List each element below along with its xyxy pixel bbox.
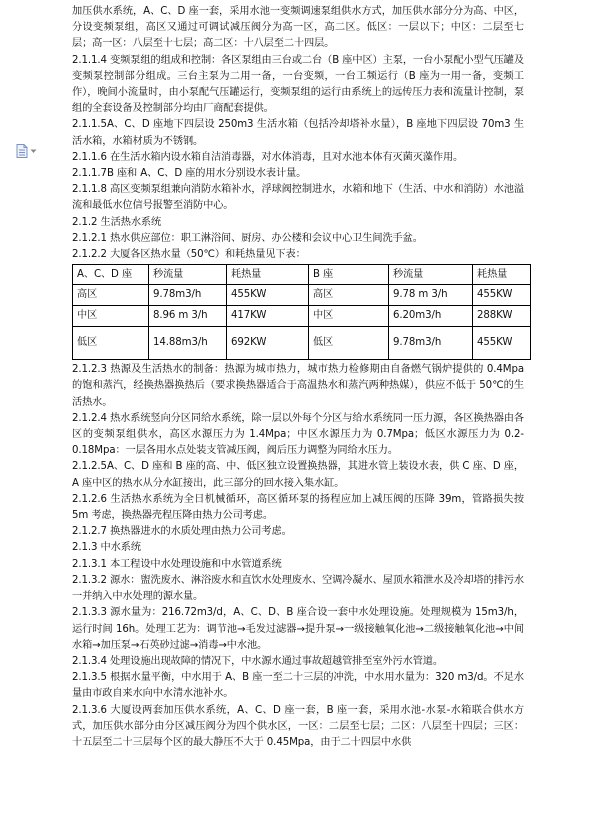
- table-cell: 耗热量: [227, 265, 309, 285]
- paragraph: 2.1.3.3 源水量为：216.72m3/d，A、C、D、B 座合设一套中水处理设施。处理规模为 15m3/h，运行时间 16h。处理工艺为：调节池→毛发过滤器→提升泵→一级接触氧化池→二级接触氧化池→中间水箱→加压泵→石英砂过滤→消毒→中水池。: [72, 607, 524, 651]
- document-margin-marker[interactable]: [16, 144, 46, 158]
- document-icon: [16, 144, 28, 158]
- paragraph: 2.1.2.3 热源及生活热水的制备：热源为城市热力，城市热力检修期由自备燃气锅炉提供的 0.4Mpa 的饱和蒸汽，经换热器换热后（要求换热器适合于高温热水和蒸汽两种热媒），供应不低于 50℃的生活热水。: [72, 364, 524, 408]
- table-header-row: [73, 265, 531, 285]
- table-cell: 9.78m3/h: [149, 285, 227, 306]
- table-row: [73, 306, 531, 327]
- document-page: [72, 4, 524, 751]
- table-cell: 中区: [309, 306, 389, 327]
- table-cell: 9.78 m 3/h: [389, 285, 473, 306]
- table-cell: A、C、D 座: [73, 265, 149, 285]
- paragraph: 2.1.2.6 生活热水系统为全日机械循环，高区循环泵的扬程应加上减压阀的压降 39m，管路损失按 5m 考虑，换热器壳程压降由热力公司考虑。: [72, 493, 524, 522]
- table-cell: 高区: [309, 285, 389, 306]
- table-cell: 455KW: [473, 327, 531, 360]
- table-cell: 455KW: [473, 285, 531, 306]
- table-cell: 耗热量: [473, 265, 531, 285]
- table-cell: 288KW: [473, 306, 531, 327]
- table-cell: 417KW: [227, 306, 309, 327]
- paragraph: 2.1.1.8 高区变频泵组兼向消防水箱补水，浮球阀控制进水，水箱和地下（生活、中水和消防）水池溢流和最低水位信号报警至消防中心。: [72, 184, 524, 212]
- table-row: [73, 285, 531, 306]
- paragraph: 2.1.2.7 换热器进水的水质处理由热力公司考虑。: [72, 526, 292, 538]
- table-cell: 低区: [309, 327, 389, 360]
- paragraph: 2.1.2.4 热水系统竖向分区同给水系统，除一层以外每个分区与给水系统同一压力源，各区换热器由各区的变频泵组供水，高区水源压力为 1.4Mpa；中区水源压力为 0.7Mpa；低区水源压力为 0.2-0.18Mpa：一层各用水点处装支管减压阀，阀后压力调整为同给水压力。: [72, 412, 524, 457]
- table-cell: 692KW: [227, 327, 309, 360]
- table-cell: 9.78m3/h: [389, 327, 473, 360]
- hot-water-table: [72, 264, 531, 360]
- table-cell: 14.88m3/h: [149, 327, 227, 360]
- paragraph: 2.1.2.1 热水供应部位：职工淋浴间、厨房、办公楼和会议中心卫生间洗手盆。: [72, 232, 423, 244]
- table-cell: 高区: [73, 285, 149, 306]
- table-cell: 6.20m3/h: [389, 306, 473, 327]
- table-row: [73, 327, 531, 360]
- paragraph: 加压供水系统，A、C、D 座一套，采用水池一变频调速泵组供水方式，加压供水部分分为高、中区，分设变频泵组，高区又通过可调试减压阀分为高一区，高二区。低区：一层以下；中区：二层至七层；高一区：八层至十七层；高二区：十八层至二十四层。: [72, 6, 524, 50]
- table-cell: B 座: [309, 265, 389, 285]
- paragraph: 2.1.3 中水系统: [72, 542, 141, 554]
- paragraph: 2.1.3.4 处理设施出现故障的情况下，中水源水通过事故超越管排至室外污水管道。: [72, 655, 443, 667]
- paragraph: 2.1.2.5A、C、D 座和 B 座的高、中、低区独立设置换热器，其进水管上装设水表，供 C 座、D 座，A 座中区的热水从分水缸接出，此三部分的回水接入集水缸。: [72, 461, 524, 489]
- paragraph: 2.1.3.5 根据水量平衡，中水用于 A、B 座一至二十三层的冲洗，中水用水量为：320 m3/d。不足水量由市政自来水向中水清水池补水。: [72, 672, 524, 700]
- table-cell: 中区: [73, 306, 149, 327]
- paragraph: 2.1.2.2 大厦各区热水量（50℃）和耗热量见下表：: [72, 249, 306, 261]
- table-cell: 455KW: [227, 285, 309, 306]
- paragraph: 2.1.3.2 源水：盥洗废水、淋浴废水和直饮水处理废水、空调冷凝水、屋顶水箱泄水及冷却塔的排污水一并纳入中水处理的源水量。: [72, 574, 524, 603]
- document-body-bottom: [72, 362, 524, 751]
- paragraph: 2.1.3.6 大厦设两套加压供水系统，A、C、D 座一套，B 座一套，采用水池-水泵-水箱联合供水方式，加压供水部分由分区减压阀分为四个供水区，一区：二层至七层；二区：八层至十四层；三区：十五层至二十三层每个区的最大静压不大于 0.45Mpa，由于二十四层中水供: [72, 704, 524, 748]
- table-cell: 低区: [73, 327, 149, 360]
- paragraph: 2.1.1.4 变频泵组的组成和控制：各区泵组由三台或二台（B 座中区）主泵，一台小泵配小型气压罐及变频泵控制部分组成。三台主泵为二用一备，一台变频，一台工频运行（B 座为一用一备，变频工作），晚间小流量时，由小泵配气压罐运行，变频泵组的运行由系统上的远传压力表和流量计控制，泵组的全套设备及控制部分均由厂商配套提供。: [72, 54, 524, 115]
- paragraph: 2.1.1.6 在生活水箱内设水箱自洁消毒器，对水体消毒，且对水池本体有灭菌灭藻作用。: [72, 151, 464, 163]
- paragraph: 2.1.1.7B 座和 A、C、D 座的用水分别设水表计量。: [72, 168, 307, 180]
- document-body-top: [72, 4, 524, 263]
- paragraph: 2.1.1.5A、C、D 座地下四层设 250m3 生活水箱（包括冷却塔补水量），B 座地下四层设 70m3 生活水箱，水箱材质为不锈钢。: [72, 119, 524, 147]
- table-cell: 秒流量: [389, 265, 473, 285]
- paragraph: 2.1.3.1 本工程设中水处理设施和中水管道系统: [72, 558, 282, 570]
- table-cell: 秒流量: [149, 265, 227, 285]
- chevron-down-icon: [30, 149, 37, 154]
- paragraph: 2.1.2 生活热水系统: [72, 216, 162, 228]
- table-cell: 8.96 m 3/h: [149, 306, 227, 327]
